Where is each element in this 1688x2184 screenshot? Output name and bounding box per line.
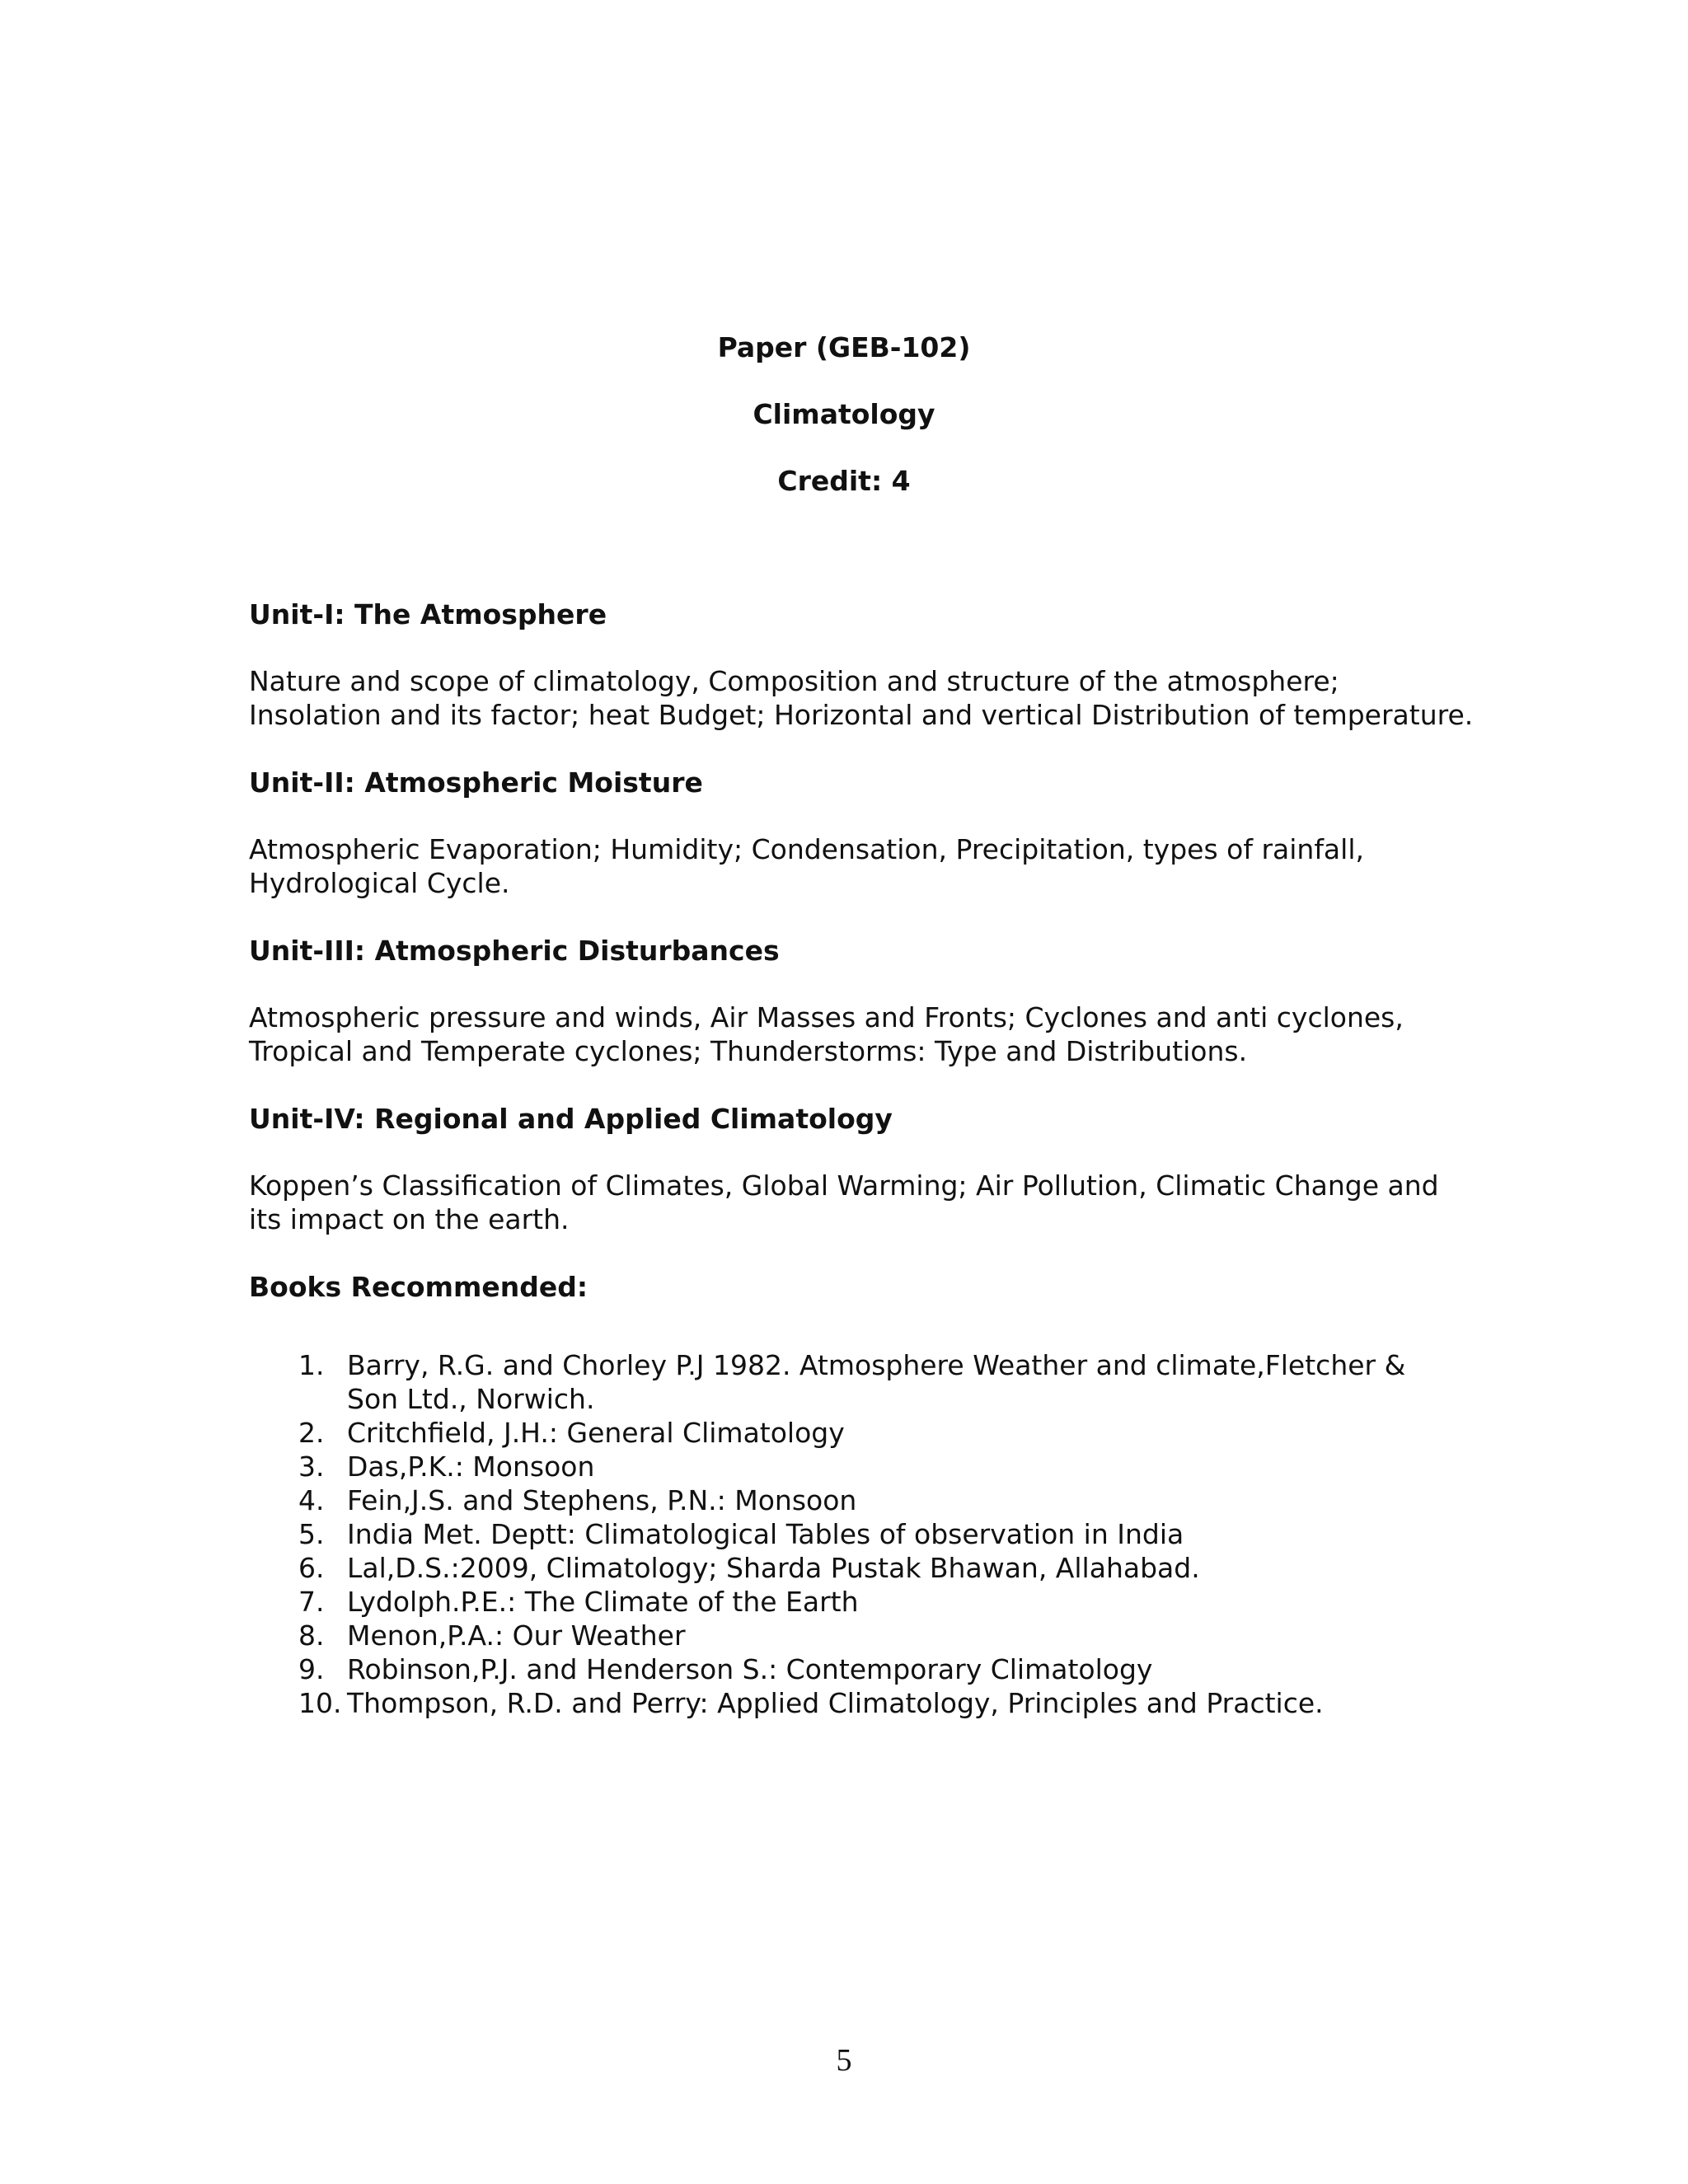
book-item [249,1348,1405,1416]
book-number: 10. [298,1687,342,1719]
book-text-line: Son Ltd., Norwich. [347,1383,595,1415]
book-number: 6. [298,1552,325,1584]
book-item [249,1652,1405,1686]
book-item [249,1517,1405,1551]
page-number: 5 [836,2043,852,2078]
book-number: 9. [298,1653,325,1685]
unit-1-text-line-2: Insolation and its factor; heat Budget; Horizontal and vertical Distribution of temperature. [249,699,1474,731]
book-text-line: Das,P.K.: Monsoon [347,1451,595,1483]
book-text-line: Barry, R.G. and Chorley P.J 1982. Atmosphere Weather and climate,Fletcher & [347,1349,1406,1381]
unit-4-heading: Unit-IV: Regional and Applied Climatology [249,1103,893,1135]
subject-title: Climatology [753,398,935,430]
unit-2-text-line-2: Hydrological Cycle. [249,867,510,899]
book-text-line: Robinson,P.J. and Henderson S.: Contemporary Climatology [347,1653,1153,1685]
unit-3-text-line-2: Tropical and Temperate cyclones; Thunderstorms: Type and Distributions. [249,1035,1248,1067]
unit-4-text-line-1: Koppen’s Classification of Climates, Global Warming; Air Pollution, Climatic Change and [249,1169,1439,1202]
book-text-line: India Met. Deptt: Climatological Tables of observation in India [347,1518,1184,1550]
unit-2-text-line-1: Atmospheric Evaporation; Humidity; Condensation, Precipitation, types of rainfall, [249,833,1364,865]
books-heading: Books Recommended: [249,1271,588,1303]
book-number: 8. [298,1619,325,1652]
book-item [249,1551,1405,1585]
book-text-line: Thompson, R.D. and Perry: Applied Climatology, Principles and Practice. [347,1687,1324,1719]
book-text-line: Fein,J.S. and Stephens, P.N.: Monsoon [347,1484,857,1516]
book-number: 3. [298,1451,325,1483]
book-text-line: Lal,D.S.:2009, Climatology; Sharda Pustak Bhawan, Allahabad. [347,1552,1200,1584]
book-number: 5. [298,1518,325,1550]
book-item [249,1416,1405,1450]
paper-code: Paper (GEB-102) [717,331,971,363]
book-item [249,1619,1405,1652]
unit-2-heading: Unit-II: Atmospheric Moisture [249,766,703,799]
books-list [249,1348,1405,1720]
book-item [249,1686,1405,1720]
unit-4-text-line-2: its impact on the earth. [249,1203,570,1235]
unit-1-text-line-1: Nature and scope of climatology, Composition and structure of the atmosphere; [249,665,1339,697]
credit-line: Credit: 4 [777,465,911,497]
book-number: 7. [298,1586,325,1618]
unit-1-heading: Unit-I: The Atmosphere [249,598,607,630]
book-number: 4. [298,1484,325,1516]
unit-3-text-line-1: Atmospheric pressure and winds, Air Masses and Fronts; Cyclones and anti cyclones, [249,1001,1404,1033]
book-text-line: Menon,P.A.: Our Weather [347,1619,686,1652]
book-text-line: Lydolph.P.E.: The Climate of the Earth [347,1586,859,1618]
book-number: 2. [298,1417,325,1449]
unit-3-heading: Unit-III: Atmospheric Disturbances [249,935,780,967]
book-item [249,1585,1405,1619]
book-item [249,1483,1405,1517]
book-item [249,1450,1405,1483]
book-text-line: Critchfield, J.H.: General Climatology [347,1417,845,1449]
book-number: 1. [298,1349,325,1381]
